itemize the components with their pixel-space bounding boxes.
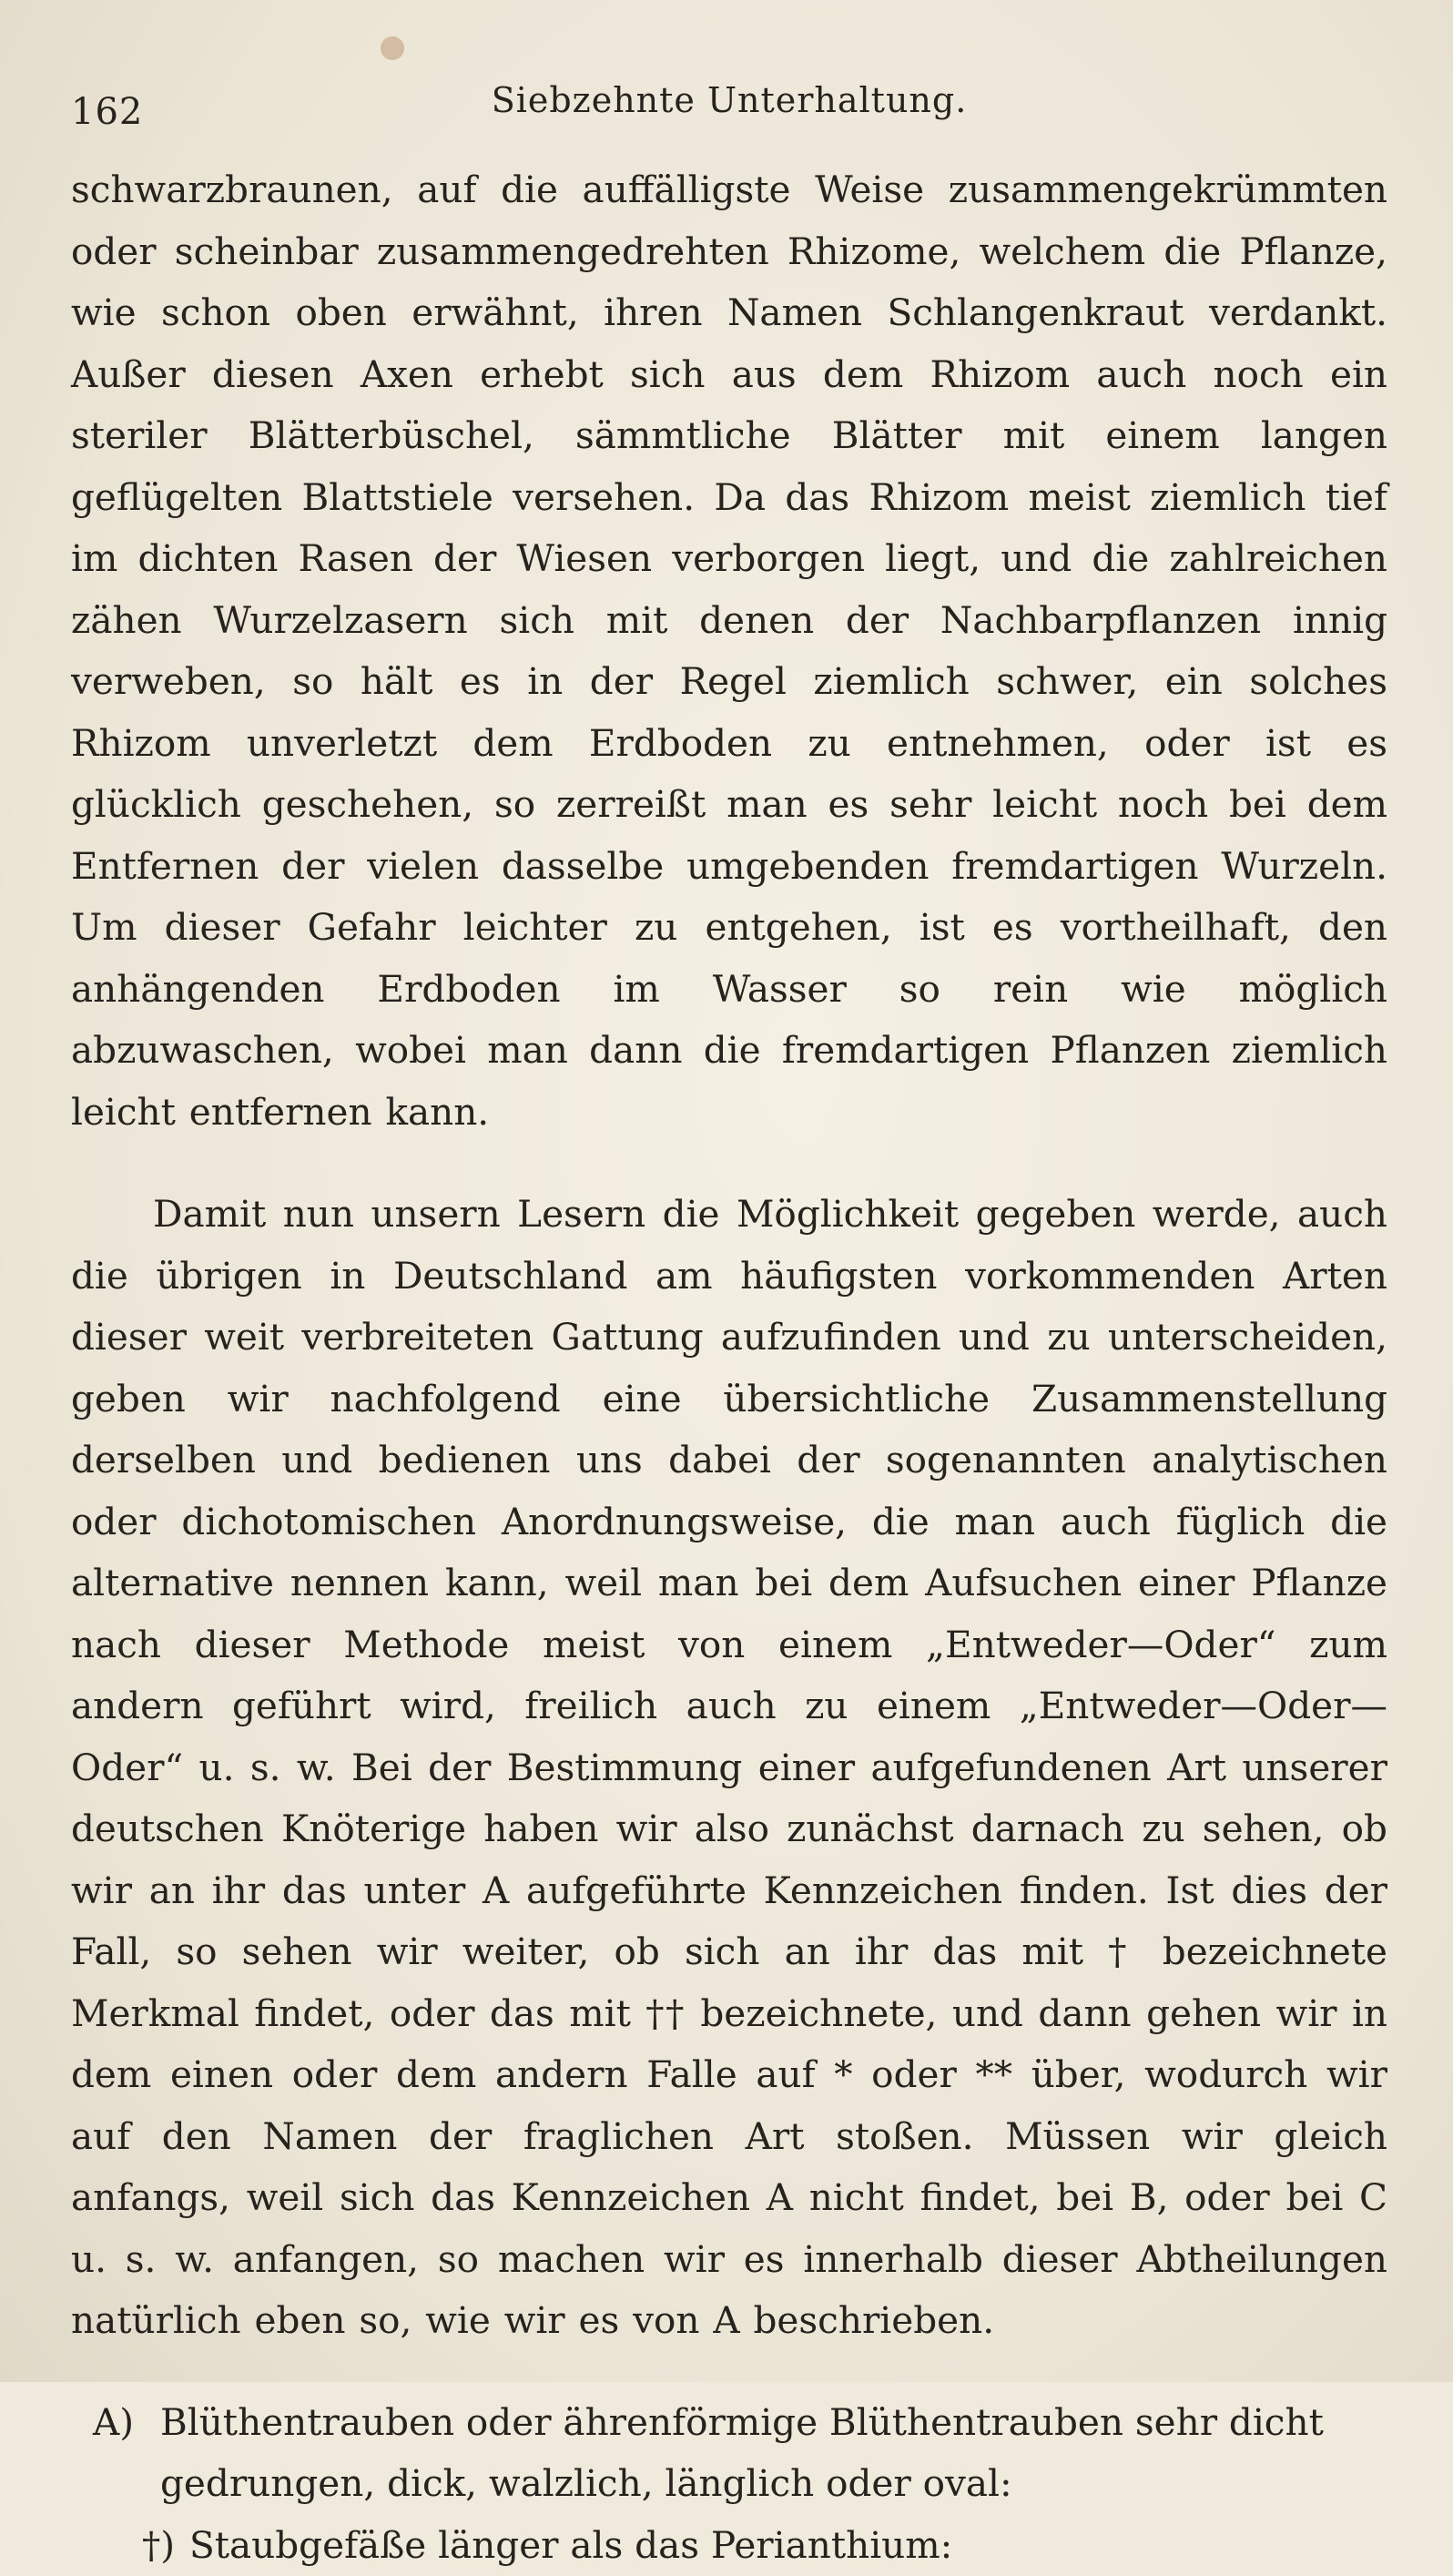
page-header <box>71 0 1387 159</box>
key-label: A) <box>93 2392 134 2454</box>
key-text: Staubgefäße länger als das Perianthium: <box>189 2523 952 2567</box>
running-head: Siebzehnte Unterhaltung. <box>71 80 1387 120</box>
paragraph: Damit nun unsern Lesern die Möglichkeit gegeben werde, auch die übrigen in Deutschland am häufigsten vorkommenden Arten dieser weit verbreiteten Gattung aufzufinden und zu unterscheiden, geben wir nachfolgend eine übersichtliche Zusammenstellung derselben und bedienen uns dabei der sogenannten analytischen oder dichotomischen Anordnungsweise, die man auch füglich die alternative nennen kann, weil man bei dem Aufsuchen einer Pflanze nach dieser Methode meist von einem „Entweder—Oder“ zum andern geführt wird, freilich auch zu einem „Entweder—Oder—Oder“ u. s. w. Bei der Bestimmung einer aufgefundenen Art unserer deutschen Knöterige haben wir also zunächst darnach zu sehen, ob wir an ihr das unter A aufgeführte Kennzeichen finden. Ist dies der Fall, so sehen wir weiter, ob sich an ihr das mit † bezeichnete Merkmal findet, oder das mit †† bezeichnete, und dann gehen wir in dem einen oder dem andern Falle auf * oder ** über, wodurch wir auf den Namen der fraglichen Art stoßen. Müssen wir gleich anfangs, weil sich das Kennzeichen A nicht findet, bei B, oder bei C u. s. w. anfangen, so machen wir es innerhalb dieser Abtheilungen natürlich eben so, wie wir es von A beschrieben. <box>71 1184 1387 2352</box>
identification-key <box>71 2392 1387 2576</box>
paragraph: schwarzbraunen, auf die auffälligste Weise zusammengekrümmten oder scheinbar zusammengedrehten Rhizome, welchem die Pflanze, wie schon oben erwähnt, ihren Namen Schlangenkraut verdankt. Außer diesen Axen erhebt sich aus dem Rhizom auch noch ein steriler Blätterbüschel, sämmtliche Blätter mit einem langen geflügelten Blattstiele versehen. Da das Rhizom meist ziemlich tief im dichten Rasen der Wiesen verborgen liegt, und die zahlreichen zähen Wurzelzasern sich mit denen der Nachbarpflanzen innig verweben, so hält es in der Regel ziemlich schwer, ein solches Rhizom unverletzt dem Erdboden zu entnehmen, oder ist es glücklich geschehen, so zerreißt man es sehr leicht noch bei dem Entfernen der vielen dasselbe umgebenden fremdartigen Wurzeln. Um dieser Gefahr leichter zu entgehen, ist es vortheilhaft, den anhängenden Erdboden im Wasser so rein wie möglich abzuwaschen, wobei man dann die fremdartigen Pflanzen ziemlich leicht entfernen kann. <box>71 159 1387 1143</box>
key-label: †) <box>142 2515 175 2576</box>
key-item-dagger <box>71 2515 1387 2576</box>
key-text: Blüthentrauben oder ährenförmige Blüthentrauben sehr dicht gedrungen, dick, walzlich, länglich oder oval: <box>160 2400 1324 2506</box>
page-number: 162 <box>71 91 143 133</box>
key-item-a <box>71 2392 1387 2515</box>
